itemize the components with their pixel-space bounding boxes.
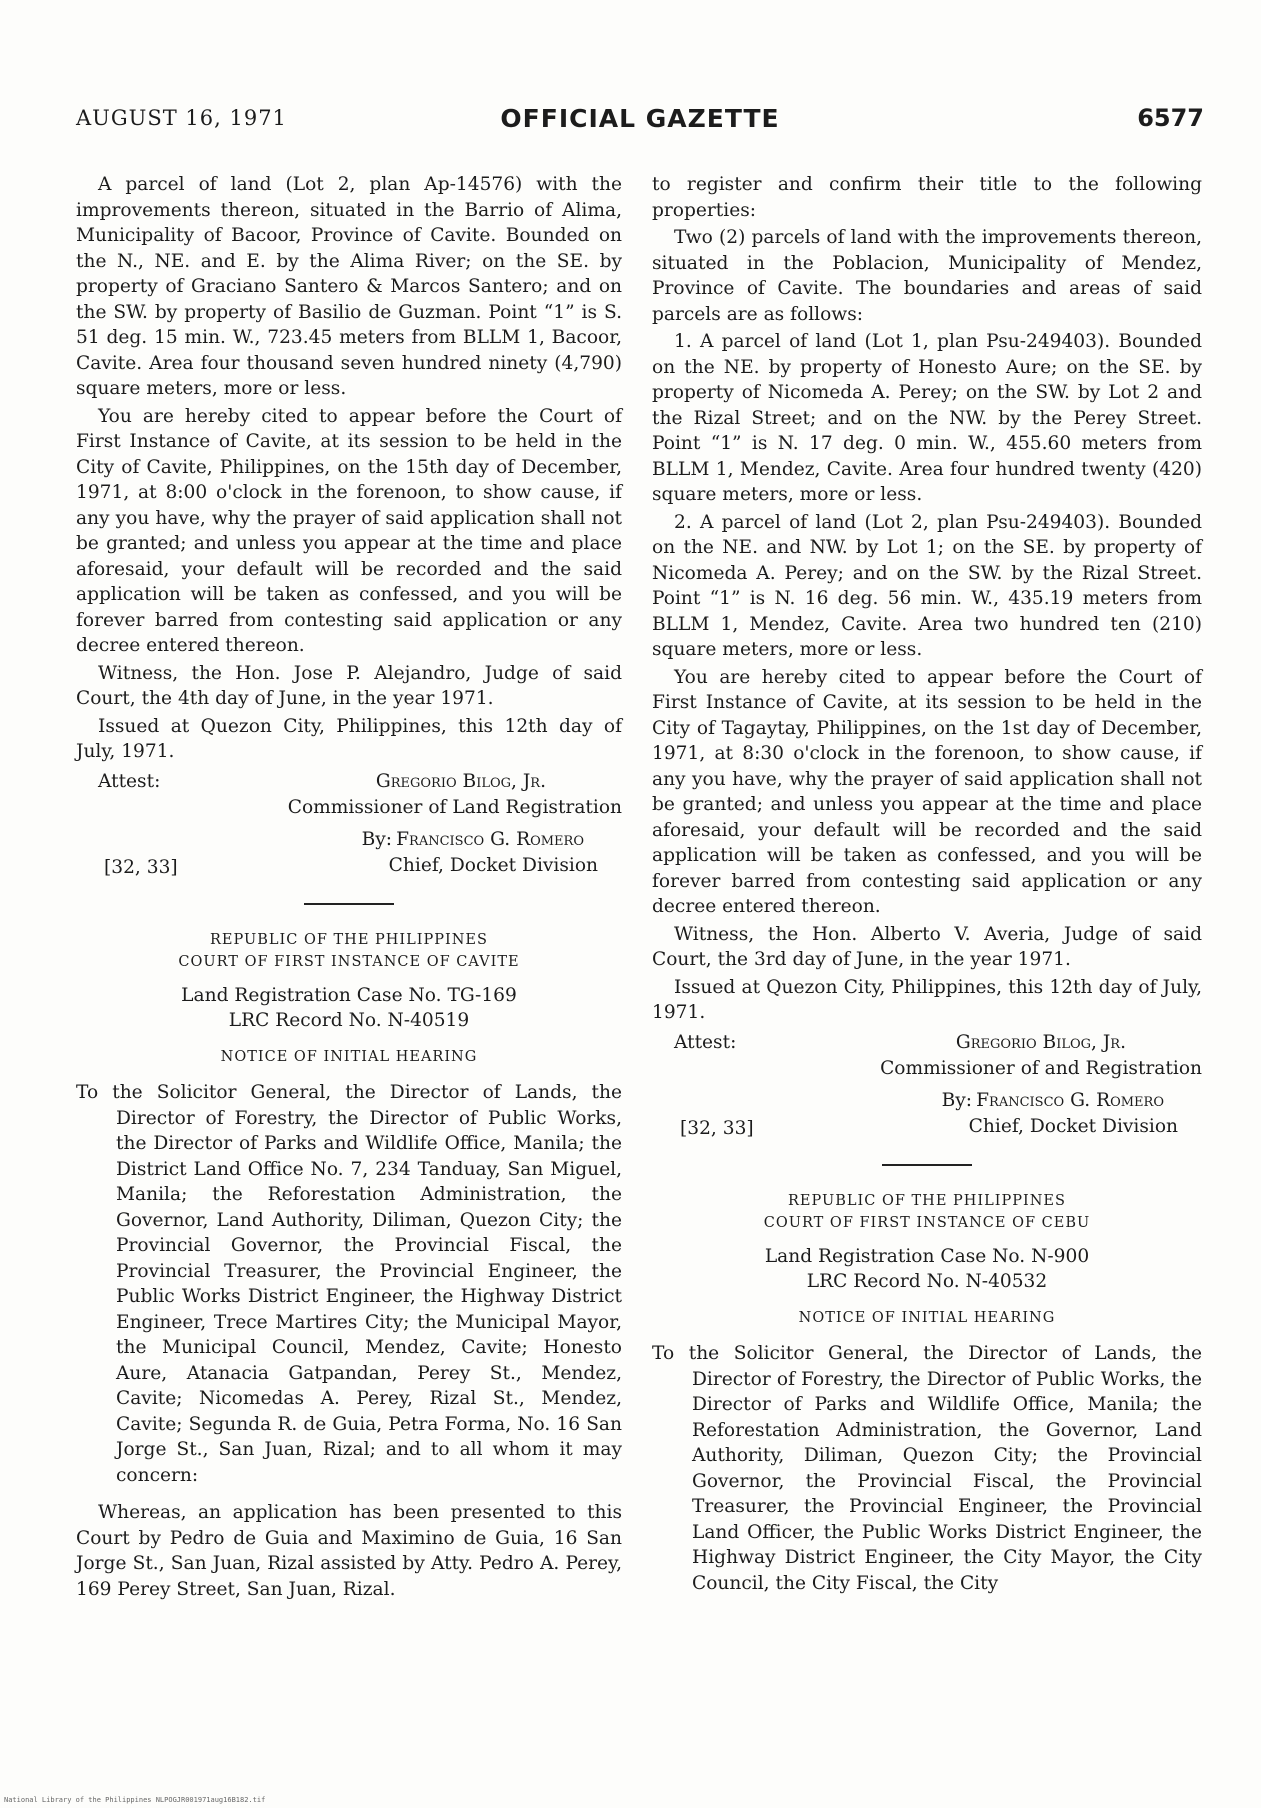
chief-name: Francisco G. Romero	[976, 1089, 1164, 1111]
citation-paragraph: You are hereby cited to appear before the Court of First Instance of Cavite, at its session to be held in the City of Cavite, Philippines, on the 15th day of December, 1971, at 8:00 o'clock in the forenoon, to show cause, if any you have, why the prayer of said application shall not be granted; and unless you appear at the time and place aforesaid, your default will be recorded and the said application will be taken as confessed, and you will be forever barred from contesting said application or any decree entered thereon.	[76, 405, 622, 656]
witness-paragraph: Witness, the Hon. Alberto V. Averia, Judge of said Court, the 3rd day of June, in the year 1971.	[652, 923, 1202, 970]
record-number: LRC Record No. N-40519	[228, 1009, 470, 1031]
scan-footer: National Library of the Philippines NLPOGJR001971aug16B182.tif	[4, 1796, 266, 1804]
case-number: Land Registration Case No. TG-169	[181, 984, 517, 1006]
court-republic: REPUBLIC OF THE PHILIPPINES	[788, 1192, 1066, 1209]
issued-paragraph: Issued at Quezon City, Philippines, this 12th day of July, 1971.	[76, 715, 622, 762]
left-column	[76, 172, 622, 1602]
section-divider	[304, 903, 394, 905]
case-number: Land Registration Case No. N-900	[764, 1245, 1090, 1267]
by-label: By:	[941, 1089, 972, 1111]
attest-label: Attest:	[674, 1031, 737, 1053]
citation-paragraph: You are hereby cited to appear before the Court of First Instance of Cavite, at its session to be held in the City of Tagaytay, Philippines, on the 1st day of December, 1971, at 8:30 o'clock in the forenoon, to show cause, if any you have, why the prayer of said application shall not be granted; and unless you appear at the time and place aforesaid, your default will be recorded and the said application will be taken as confessed, and you will be forever barred from contesting said application or any decree entered thereon.	[652, 666, 1202, 917]
chief-title: Chief, Docket Division	[388, 854, 598, 876]
section-divider	[882, 1164, 972, 1166]
reference-number: [32, 33]	[104, 856, 178, 878]
addressees: To the Solicitor General, the Director of Lands, the Director of Forestry, the Director of Public Works, the Director of Parks and Wildlife Office, Manila; the District Land Office No. 7, 234 Tanduay, San Miguel, Manila; the Reforestation Administration, the Governor, Land Authority, Diliman, Quezon City; the Provincial Governor, the Provincial Fiscal, the Provincial Treasurer, the Provincial Engineer, the Public Works District Engineer, the Highway District Engineer, Trece Martires City; the Municipal Mayor, the Municipal Council, Mendez, Cavite; Honesto Aure, Atanacia Gatpandan, Perey St., Mendez, Cavite; Nicomedas A. Perey, Rizal St., Mendez, Cavite; Segunda R. de Guia, Petra Forma, No. 16 San Jorge St., San Juan, Rizal; and to all whom it may concern:	[76, 1082, 622, 1486]
right-column	[652, 172, 1202, 1596]
addressees: To the Solicitor General, the Director of Lands, the Director of Forestry, the Director of Public Works, the Director of Parks and Wildlife Office, Manila; the Reforestation Administration, the Governor, Land Authority, Diliman, Quezon City; the Provincial Governor, the Provincial Fiscal, the Provincial Treasurer, the Provincial Engineer, the Provincial Land Officer, the Public Works District Engineer, the Highway District Engineer, the City Mayor, the City Council, the City Fiscal, the City	[652, 1343, 1202, 1594]
case-info	[76, 983, 622, 1033]
publication-title: OFFICIAL GAZETTE	[500, 104, 780, 133]
reference-number: [32, 33]	[680, 1117, 754, 1139]
notice-heading: NOTICE OF INITIAL HEARING	[220, 1048, 478, 1065]
attest-label: Attest:	[98, 770, 161, 792]
chief-title: Chief, Docket Division	[968, 1115, 1178, 1137]
court-name: COURT OF FIRST INSTANCE OF CEBU	[763, 1214, 1091, 1231]
chief-name: Francisco G. Romero	[396, 828, 584, 850]
by-label: By:	[361, 828, 392, 850]
page-number: 6577	[1137, 104, 1204, 132]
commissioner-name: Gregorio Bilog, Jr.	[375, 770, 546, 792]
issue-date: AUGUST 16, 1971	[76, 106, 287, 130]
court-name: COURT OF FIRST INSTANCE OF CAVITE	[178, 953, 520, 970]
witness-paragraph: Witness, the Hon. Jose P. Alejandro, Judge of said Court, the 4th day of June, in the year 1971.	[76, 662, 622, 709]
parcel-2: 2. A parcel of land (Lot 2, plan Psu-249403). Bounded on the NE. and NW. by Lot 1; on the SE. by property of Nicomeda A. Perey; and on the SW. by the Rizal Street. Point “1” is N. 16 deg. 56 min. W., 435.19 meters from BLLM 1, Mendez, Cavite. Area two hundred ten (210) square meters, more or less.	[652, 511, 1202, 660]
continuation-paragraph: to register and confirm their title to the following properties:	[652, 174, 1202, 221]
court-republic: REPUBLIC OF THE PHILIPPINES	[210, 931, 488, 948]
parcel-description: A parcel of land (Lot 2, plan Ap-14576) with the improvements thereon, situated in the Barrio of Alima, Municipality of Bacoor, Province of Cavite. Bounded on the N., NE. and E. by the Alima River; on the SE. by property of Graciano Santero & Marcos Santero; and on the SW. by property of Basilio de Guzman. Point “1” is S. 51 deg. 15 min. W., 723.45 meters from BLLM 1, Bacoor, Cavite. Area four thousand seven hundred ninety (4,790) square meters, more or less.	[76, 174, 622, 399]
notice-heading: NOTICE OF INITIAL HEARING	[798, 1309, 1056, 1326]
attestation-block	[652, 1030, 1202, 1138]
commissioner-name: Gregorio Bilog, Jr.	[955, 1031, 1126, 1053]
commissioner-title: Commissioner of Land Registration	[287, 796, 622, 818]
court-heading	[652, 1190, 1202, 1234]
page-header	[76, 104, 1204, 134]
parcels-intro: Two (2) parcels of land with the improvements thereon, situated in the Poblacion, Municipality of Mendez, Province of Cavite. The boundaries and areas of said parcels are as follows:	[652, 227, 1202, 325]
record-number: LRC Record No. N-40532	[806, 1270, 1048, 1292]
court-heading	[76, 929, 622, 973]
whereas-paragraph: Whereas, an application has been presented to this Court by Pedro de Guia and Maximino de Guia, 16 San Jorge St., San Juan, Rizal assisted by Atty. Pedro A. Perey, 169 Perey Street, San Juan, Rizal.	[76, 1502, 622, 1600]
attestation-block	[76, 769, 622, 877]
issued-paragraph: Issued at Quezon City, Philippines, this 12th day of July, 1971.	[652, 976, 1202, 1023]
case-info	[652, 1244, 1202, 1294]
parcel-1: 1. A parcel of land (Lot 1, plan Psu-249403). Bounded on the NE. by property of Honesto Aure; on the SE. by property of Nicomeda A. Perey; on the SW. by Lot 2 and the Rizal Street; and on the NW. by the Perey Street. Point “1” is N. 17 deg. 0 min. W., 455.60 meters from BLLM 1, Mendez, Cavite. Area four hundred twenty (420) square meters, more or less.	[652, 331, 1202, 505]
commissioner-title: Commissioner of and Registration	[880, 1057, 1202, 1079]
